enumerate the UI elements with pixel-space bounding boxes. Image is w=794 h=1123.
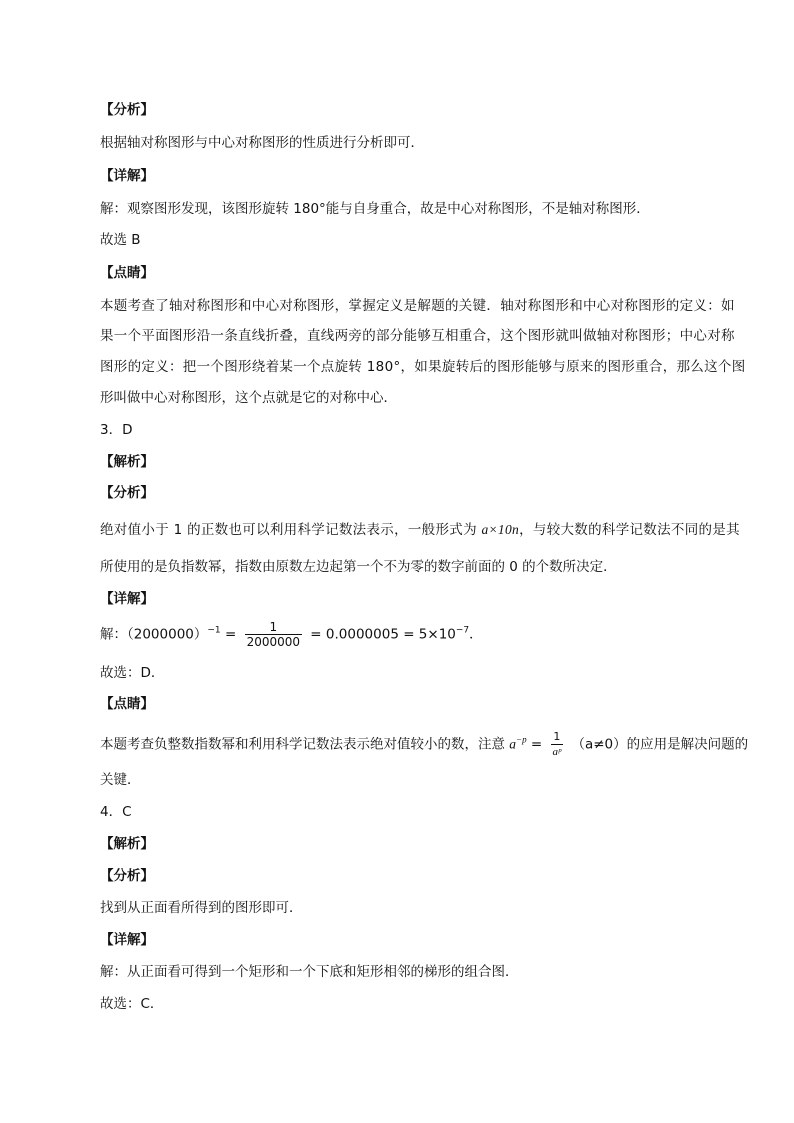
- q3-detail-exponent-2: −7: [455, 625, 470, 636]
- q2-answer: 故选 B: [100, 232, 141, 248]
- q3-comment-formula-eq: =: [526, 736, 547, 753]
- q3-comment-formula-exponent: −p: [516, 734, 527, 745]
- q3-comment-line-1-b: （a≠0）的应用是解决问题的: [567, 736, 749, 753]
- q3-detail-prefix: 解：（2000000）: [100, 626, 208, 643]
- q4-solution-heading: 【解析】: [100, 836, 154, 852]
- q3-comment-line-1-a: 本题考查负整数指数幂和利用科学记数法表示绝对值较小的数，注意: [100, 736, 510, 753]
- q3-fraction-denominator: 2000000: [246, 635, 301, 649]
- q3-comment-fraction-numerator: 1: [553, 730, 561, 743]
- q2-comment-line-1: 本题考查了轴对称图形和中心对称图形，掌握定义是解题的关键．轴对称图形和中心对称图形的定义：如: [100, 298, 735, 314]
- q3-analysis-line-2: 所使用的是负指数幂，指数由原数左边起第一个不为零的数字前面的 0 的个数所决定．: [100, 559, 617, 575]
- q3-comment-fraction-denominator: aᵖ: [552, 746, 562, 758]
- q3-analysis-line-1-a: 绝对值小于 1 的正数也可以利用科学记数法表示，一般形式为: [100, 522, 482, 538]
- q3-analysis-heading: 【分析】: [100, 485, 154, 501]
- q3-fraction-numerator: 1: [269, 620, 278, 634]
- q2-comment-heading: 【点睛】: [100, 265, 154, 281]
- q3-detail-exponent-1: −1: [207, 625, 221, 636]
- q3-detail-heading: 【详解】: [100, 591, 154, 607]
- q4-number-answer: 4．C: [100, 804, 132, 820]
- q2-comment-line-4: 形叫做中心对称图形，这个点就是它的对称中心．: [100, 390, 397, 406]
- q4-answer: 故选：C．: [100, 996, 164, 1012]
- q3-comment-line-2: 关键．: [100, 772, 141, 788]
- q2-detail-heading: 【详解】: [100, 168, 154, 184]
- q4-analysis-heading: 【分析】: [100, 868, 154, 884]
- q2-comment-line-3: 图形的定义：把一个图形绕着某一个点旋转 180°，如果旋转后的图形能够与原来的图形重合，那么这个图: [100, 359, 746, 375]
- q3-solution-heading: 【解析】: [100, 454, 154, 470]
- q4-detail-text: 解：从正面看可得到一个矩形和一个下底和矩形相邻的梯形的组合图．: [100, 964, 519, 980]
- q3-comment-formula-base: a: [509, 736, 517, 752]
- q3-analysis-line-1: [100, 520, 740, 540]
- q2-detail-text: 解：观察图形发现，该图形旋转 180°能与自身重合，故是中心对称图形，不是轴对称图形．: [100, 201, 650, 217]
- q3-comment-heading: 【点睛】: [100, 696, 154, 712]
- q4-analysis-text: 找到从正面看所得到的图形即可．: [100, 900, 303, 916]
- q3-comment-fraction: [551, 730, 564, 759]
- q3-detail-equation: [100, 620, 483, 649]
- q2-analysis-heading: 【分析】: [100, 102, 154, 118]
- q3-analysis-line-1-b: ，与较大数的科学记数法不同的是其: [519, 522, 740, 538]
- q3-scientific-notation-formula: a×10n: [481, 522, 520, 537]
- q2-comment-line-2: 果一个平面图形沿一条直线折叠，直线两旁的部分能够互相重合，这个图形就叫做轴对称图形；中心对称: [100, 328, 735, 344]
- q3-detail-eq-2: = 0.0000005 = 5×10: [306, 626, 456, 643]
- q3-detail-end: ．: [469, 626, 483, 643]
- q3-comment-line-1: [100, 730, 748, 759]
- q3-answer: 故选：D．: [100, 665, 165, 681]
- q3-number-answer: 3．D: [100, 422, 133, 438]
- q4-detail-heading: 【详解】: [100, 932, 154, 948]
- q3-detail-eq-1: =: [220, 626, 241, 643]
- q3-detail-fraction: [245, 620, 302, 649]
- q2-analysis-text: 根据轴对称图形与中心对称图形的性质进行分析即可．: [100, 135, 424, 151]
